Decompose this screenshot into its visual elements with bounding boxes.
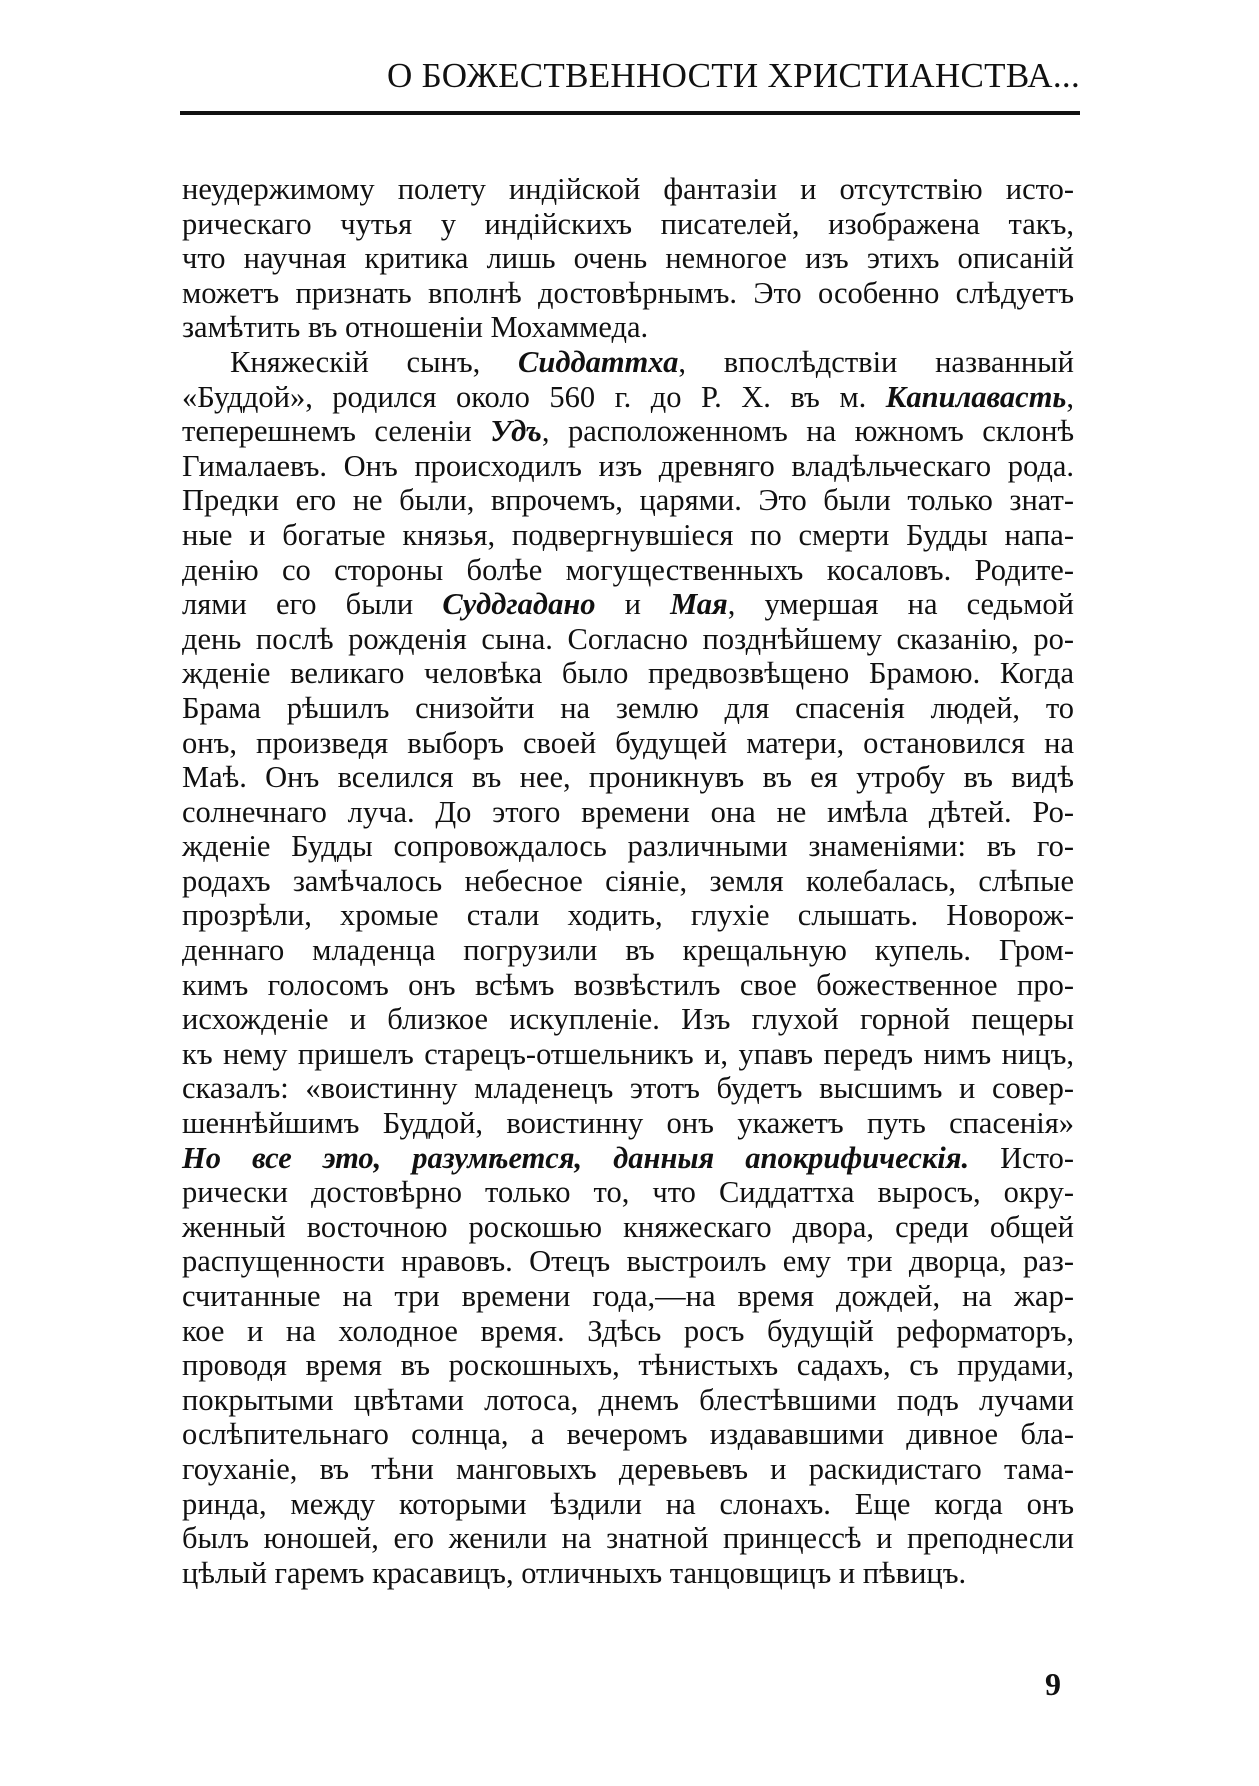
text-line — [182, 483, 1074, 518]
text-line — [182, 1071, 1074, 1106]
text-line — [182, 414, 1074, 449]
text-run: солнечнаго луча. До этого времени она не имѣла дѣтей. Ро- — [182, 794, 1074, 829]
text-line — [182, 241, 1074, 276]
text-run: къ нему пришелъ старецъ-отшельникъ и, упавъ передъ нимъ ницъ, — [182, 1036, 1074, 1071]
text-line — [182, 1383, 1074, 1418]
text-run: что научная критика лишь очень немногое изъ этихъ описаній — [182, 241, 1074, 276]
text-run: неудержимому полету индійской фантазіи и отсутствію исто- — [182, 172, 1074, 206]
text-run: ринда, между которыми ѣздили на слонахъ. Еще когда онъ — [182, 1486, 1074, 1521]
text-run: , — [1066, 379, 1074, 414]
text-line — [182, 1106, 1074, 1141]
text-run: денію со стороны болѣе могущественныхъ косаловъ. Родите- — [182, 552, 1074, 587]
text-run: прозрѣли, хромые стали ходить, глухіе слышать. Новорож- — [182, 898, 1074, 933]
text-run: считанные на три времени года,—на время дождей, на жар- — [182, 1279, 1074, 1313]
text-line — [182, 933, 1074, 968]
text-run: Гималаевъ. Онъ происходилъ изъ древняго владѣльческаго рода. — [182, 448, 1074, 483]
text-run: Маѣ. Онъ вселился въ нее, проникнувъ въ ея утробу въ видѣ — [182, 760, 1074, 795]
text-run: ослѣпительнаго солнца, а вечеромъ издававшими дивное бла- — [182, 1417, 1074, 1452]
text-run: онъ, произведя выборъ своей будущей матери, остановился на — [182, 725, 1074, 760]
text-run: день послѣ рожденія сына. Согласно позднѣйшему сказанію, ро- — [182, 621, 1074, 656]
text-line — [182, 864, 1074, 899]
text-run: Княжескій сынъ, — [230, 344, 519, 379]
text-line — [182, 1037, 1074, 1072]
running-header: О БОЖЕСТВЕННОСТИ ХРИСТИАНСТВА... — [386, 56, 1080, 95]
text-line — [182, 1314, 1074, 1349]
text-run: Исто- — [969, 1140, 1074, 1175]
text-line — [182, 1002, 1074, 1037]
text-run: Брама рѣшилъ снизойти на землю для спасенія людей, то — [182, 690, 1074, 725]
text-run: , расположенномъ на южномъ склонѣ — [541, 414, 1074, 449]
text-line — [182, 276, 1074, 311]
text-run: кимъ голосомъ онъ всѣмъ возвѣстилъ свое божественное про- — [182, 967, 1074, 1002]
text-run: рически достовѣрно только то, что Сиддаттха выросъ, окру- — [182, 1175, 1074, 1210]
text-run: «Буддой», родился около 560 г. до Р. Х. въ м. — [182, 379, 886, 414]
text-run: Предки его не были, впрочемъ, царями. Это были только знат- — [182, 483, 1074, 518]
text-line — [182, 656, 1074, 691]
text-run: жденіе великаго человѣка было предвозвѣщено Брамою. Когда — [182, 656, 1074, 691]
text-line — [182, 449, 1074, 484]
text-line — [182, 587, 1074, 622]
italic-phrase: Капилавасть — [885, 379, 1067, 414]
text-run: замѣтить въ отношеніи Мохаммеда. — [182, 310, 649, 345]
text-line — [182, 1279, 1074, 1314]
italic-phrase: Удъ — [490, 414, 542, 449]
text-run: распущенности нравовъ. Отецъ выстроилъ ему три дворца, раз- — [182, 1244, 1074, 1279]
italic-phrase: Но все это, разумѣется, данныя апокрифическія. — [182, 1140, 970, 1175]
text-line — [182, 1487, 1074, 1522]
text-run: кое и на холодное время. Здѣсь росъ будущій реформаторъ, — [182, 1313, 1074, 1348]
text-line — [182, 310, 1074, 345]
text-run: покрытыми цвѣтами лотоса, днемъ блестѣвшими подъ лучами — [182, 1382, 1074, 1417]
text-run: цѣлый гаремъ красавицъ, отличныхъ танцовщицъ и пѣвицъ. — [182, 1555, 967, 1590]
text-line — [182, 207, 1074, 242]
text-line — [182, 760, 1074, 795]
text-line — [182, 1521, 1074, 1556]
text-line — [182, 553, 1074, 588]
text-line — [182, 1210, 1074, 1245]
italic-phrase: Мая — [670, 587, 728, 622]
text-run: , умершая на седьмой — [727, 587, 1074, 622]
text-run: лями его были — [182, 587, 443, 622]
text-run: теперешнемъ селеніи — [182, 414, 491, 449]
page-number: 9 — [1045, 1666, 1061, 1702]
text-line — [182, 726, 1074, 761]
text-line — [182, 1452, 1074, 1487]
text-line — [182, 518, 1074, 553]
text-line — [182, 1141, 1074, 1176]
text-run: исхожденіе и близкое искупленіе. Изъ глухой горной пещеры — [182, 1002, 1074, 1037]
text-line — [182, 172, 1074, 207]
text-line — [182, 1244, 1074, 1279]
text-run: проводя время въ роскошныхъ, тѣнистыхъ садахъ, съ прудами, — [182, 1348, 1074, 1383]
text-run: рическаго чутья у индійскихъ писателей, изображена такъ, — [182, 206, 1074, 241]
text-run: былъ юношей, его женили на знатной принцессѣ и преподнесли — [182, 1521, 1074, 1556]
text-line — [182, 380, 1074, 415]
body-text — [182, 172, 1074, 1590]
text-run: деннаго младенца погрузили въ крещальную купель. Гром- — [182, 933, 1074, 968]
text-line — [182, 691, 1074, 726]
text-run: родахъ замѣчалось небесное сіяніе, земля колебалась, слѣпые — [182, 863, 1074, 898]
header-rule — [180, 111, 1080, 115]
italic-phrase: Суддгадано — [442, 587, 596, 622]
text-run: женный восточною роскошью княжескаго двора, среди общей — [182, 1209, 1074, 1244]
text-run: шеннѣйшимъ Буддой, воистинну онъ укажетъ путь спасенія» — [182, 1106, 1074, 1141]
text-run: , впослѣдствіи названный — [678, 344, 1074, 379]
text-run: сказалъ: «воистинну младенецъ этотъ будетъ высшимъ и совер- — [182, 1071, 1074, 1106]
text-run: и — [595, 587, 671, 622]
text-run: можетъ признать вполнѣ достовѣрнымъ. Это особенно слѣдуетъ — [182, 275, 1074, 310]
text-line — [182, 968, 1074, 1003]
text-run: жденіе Будды сопровождалось различными знаменіями: въ го- — [182, 829, 1074, 864]
text-line — [182, 345, 1074, 380]
text-line — [182, 1175, 1074, 1210]
text-line — [182, 1348, 1074, 1383]
text-line — [182, 1417, 1074, 1452]
italic-phrase: Сиддаттха — [518, 344, 679, 379]
text-run: гоуханіе, въ тѣни манговыхъ деревьевъ и раскидистаго тама- — [182, 1451, 1074, 1486]
text-line — [182, 829, 1074, 864]
text-run: ные и богатые князья, подвергнувшіеся по смерти Будды напа- — [182, 517, 1074, 552]
text-line — [182, 622, 1074, 657]
text-line — [182, 898, 1074, 933]
text-line — [182, 1556, 1074, 1591]
text-line — [182, 795, 1074, 830]
